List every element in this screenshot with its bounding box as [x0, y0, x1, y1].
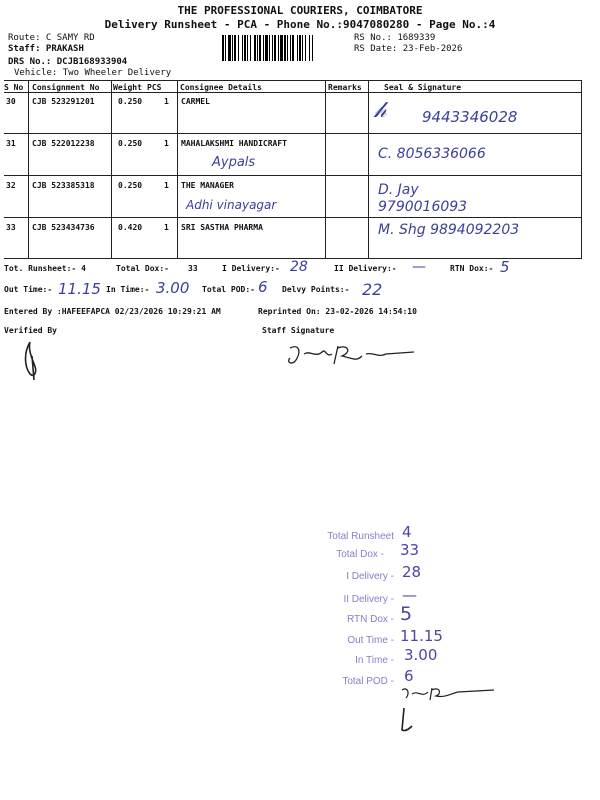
col-consignee: Consignee Details: [180, 83, 262, 92]
total-dox-value: 33: [188, 264, 198, 273]
row-sno: 32: [6, 181, 16, 190]
row-weight: 0.250: [118, 139, 143, 148]
col-sno: S No: [4, 83, 24, 92]
row-signature: D. Jay 9790016093: [378, 182, 468, 215]
staff-signature: [282, 340, 442, 370]
handwritten-initial: 𝒽: [374, 98, 387, 123]
drs-number: DRS No.: DCJB168933904: [8, 57, 128, 67]
stamp-value: —: [402, 586, 417, 604]
stamp-label: I Delivery -: [346, 571, 394, 582]
route-label: Route: C SAMY RD: [8, 33, 95, 43]
stamp-label: In Time -: [355, 655, 394, 666]
verifier-signature: [20, 336, 50, 382]
row-sno: 33: [6, 223, 16, 232]
tot-runsheet: Tot. Runsheet:- 4: [4, 264, 86, 273]
rs-number: RS No.: 1689339: [354, 33, 436, 43]
ii-delivery-value: —: [412, 259, 426, 275]
col-weight: Weight: [113, 83, 142, 92]
in-time-label: In Time:-: [106, 285, 150, 294]
stamp-signature: [398, 684, 508, 704]
in-time-value: 3.00: [156, 279, 190, 297]
row-consignee: THE MANAGER: [181, 181, 234, 190]
stamp-label: Out Time -: [347, 635, 394, 646]
stamp-value: 3.00: [404, 646, 438, 664]
entered-by: Entered By :HAFEEFAPCA 02/23/2026 10:29:21 AM: [4, 307, 221, 316]
row-consignment: CJB 523434736: [32, 223, 95, 232]
delvy-points-label: Delvy Points:-: [282, 285, 350, 294]
row-pcs: 1: [164, 223, 169, 232]
row-consignment: CJB 523291201: [32, 97, 95, 106]
total-dox-label: Total Dox:-: [116, 264, 169, 273]
stamp-value: 4: [402, 523, 412, 541]
row-weight: 0.420: [118, 223, 143, 232]
barcode-image: [222, 35, 350, 61]
out-time-label: Out Time:-: [4, 285, 53, 294]
stamp-label: Total POD -: [342, 676, 394, 687]
row-pcs: 1: [164, 139, 169, 148]
row-weight: 0.250: [118, 181, 143, 190]
verified-by-label: Verified By: [4, 326, 57, 335]
row-consignee: MAHALAKSHMI HANDICRAFT: [181, 139, 287, 148]
stamp-initial: [396, 706, 416, 736]
out-time-value: 11.15: [58, 280, 101, 298]
rtn-dox-label: RTN Dox:-: [450, 264, 494, 273]
col-remarks: Remarks: [328, 83, 362, 92]
stamp-value: 11.15: [400, 627, 443, 645]
stamp-label: RTN Dox -: [346, 614, 394, 625]
row-consignee: CARMEL: [181, 97, 210, 106]
row-consignee: SRI SASTHA PHARMA: [181, 223, 263, 232]
row-pcs: 1: [164, 181, 169, 190]
row-sno: 30: [6, 97, 16, 106]
col-consignment: Consignment No: [32, 83, 100, 92]
i-delivery-value: 28: [290, 259, 308, 275]
col-pcs: PCS: [147, 83, 162, 92]
stamp-label: Total Runsheet: [327, 531, 394, 542]
i-delivery-label: I Delivery:-: [222, 264, 280, 273]
staff-label: Staff: PRAKASH: [8, 44, 84, 54]
stamp-value: 33: [400, 541, 420, 559]
row-consignee-note: Adhi vinayagar: [186, 198, 277, 212]
row-pcs: 1: [164, 97, 169, 106]
row-signature: C. 8056336066: [378, 146, 486, 162]
row-sno: 31: [6, 139, 16, 148]
runsheet-subtitle: Delivery Runsheet - PCA - Phone No.:9047080280 - Page No.:4: [104, 18, 496, 31]
stamp-label: Total Dox -: [336, 549, 384, 560]
row-consignment: CJB 523385318: [32, 181, 95, 190]
delvy-points-value: 22: [362, 280, 383, 299]
stamp-value: 6: [404, 667, 414, 685]
row-weight: 0.250: [118, 97, 143, 106]
company-title: THE PROFESSIONAL COURIERS, COIMBATORE: [177, 4, 423, 17]
stamp-value: 28: [402, 563, 422, 581]
stamp-value: 5: [400, 603, 413, 625]
staff-signature-label: Staff Signature: [262, 326, 335, 335]
reprinted-on: Reprinted On: 23-02-2026 14:54:10: [258, 307, 417, 316]
total-pod-label: Total POD:-: [202, 285, 255, 294]
row-signature: M. Shg 9894092203: [378, 222, 520, 238]
row-consignee-note: Aypals: [212, 155, 256, 170]
stamp-label: II Delivery -: [343, 594, 394, 605]
row-signature: 9443346028: [422, 108, 518, 126]
col-signature: Seal & Signature: [384, 83, 462, 92]
ii-delivery-label: II Delivery:-: [334, 264, 397, 273]
row-consignment: CJB 522012238: [32, 139, 95, 148]
rtn-dox-value: 5: [500, 258, 510, 276]
rs-date: RS Date: 23-Feb-2026: [354, 44, 463, 54]
total-pod-value: 6: [258, 278, 268, 296]
vehicle-label: Vehicle: Two Wheeler Delivery: [14, 68, 172, 78]
